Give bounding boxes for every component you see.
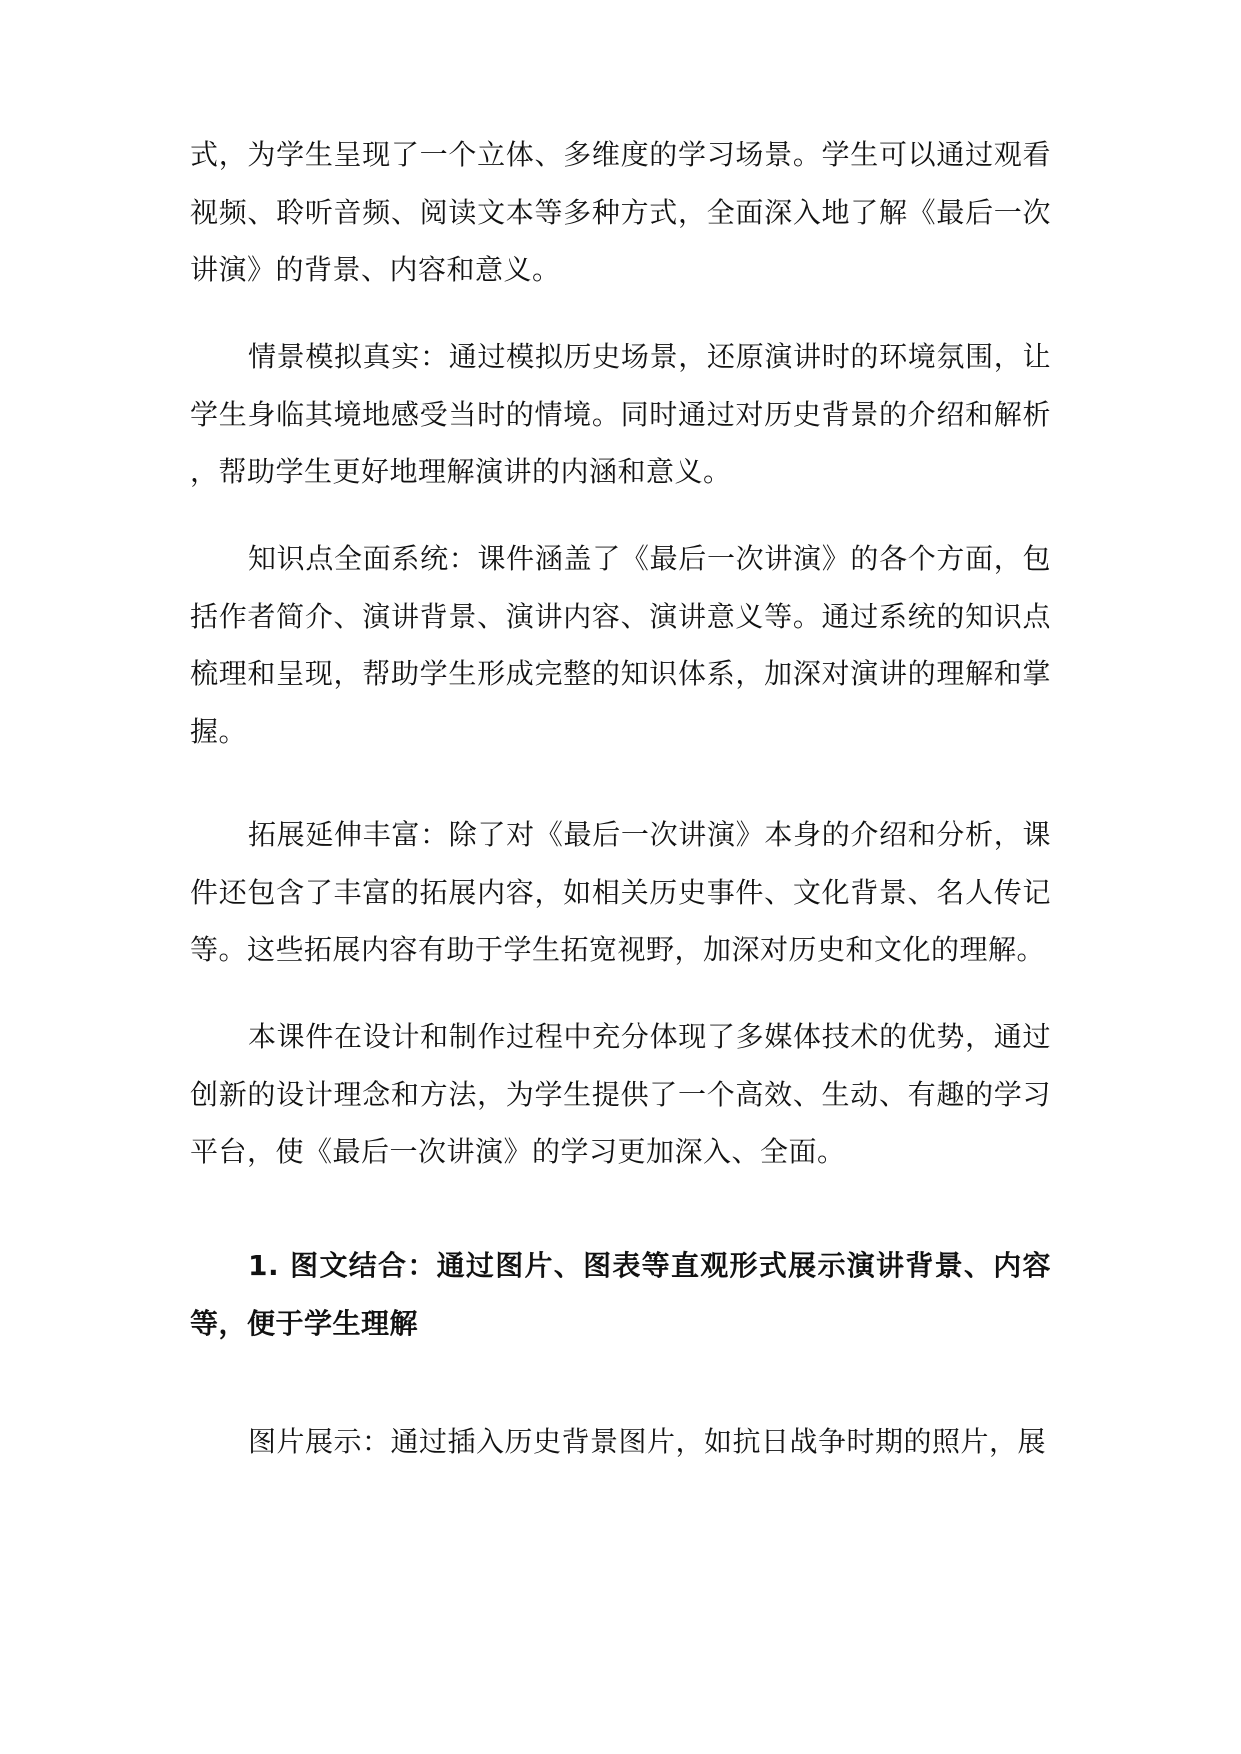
paragraph-block-2 [190, 328, 1051, 501]
paragraph-block-3 [190, 530, 1051, 760]
paragraph-scene-simulation: 情景模拟真实：通过模拟历史场景，还原演讲时的环境氛围，让学生身临其境地感受当时的情境。同时通过对历史背景的介绍和解析，帮助学生更好地理解演讲的内涵和意义。 [190, 340, 1051, 488]
paragraph-continuation: 式，为学生呈现了一个立体、多维度的学习场景。学生可以通过观看视频、聆听音频、阅读文本等多种方式，全面深入地了解《最后一次讲演》的背景、内容和意义。 [190, 138, 1051, 286]
paragraph-knowledge-points: 知识点全面系统：课件涵盖了《最后一次讲演》的各个方面，包括作者简介、演讲背景、演讲内容、演讲意义等。通过系统的知识点梳理和呈现，帮助学生形成完整的知识体系，加深对演讲的理解和掌握。 [190, 542, 1051, 748]
paragraph-block-1 [190, 126, 1051, 299]
paragraph-image-display: 图片展示：通过插入历史背景图片，如抗日战争时期的照片，展 [248, 1425, 1047, 1458]
paragraph-extension: 拓展延伸丰富：除了对《最后一次讲演》本身的介绍和分析，课件还包含了丰富的拓展内容，如相关历史事件、文化背景、名人传记等。这些拓展内容有助于学生拓宽视野，加深对历史和文化的理解。 [190, 818, 1051, 966]
paragraph-block-5 [190, 1008, 1051, 1181]
paragraph-summary: 本课件在设计和制作过程中充分体现了多媒体技术的优势，通过创新的设计理念和方法，为学生提供了一个高效、生动、有趣的学习平台，使《最后一次讲演》的学习更加深入、全面。 [190, 1020, 1051, 1168]
heading-block [190, 1237, 1051, 1352]
section-heading: 1. 图文结合：通过图片、图表等直观形式展示演讲背景、内容等，便于学生理解 [190, 1249, 1051, 1340]
paragraph-block-4 [190, 806, 1051, 979]
paragraph-block-6 [190, 1413, 1051, 1471]
